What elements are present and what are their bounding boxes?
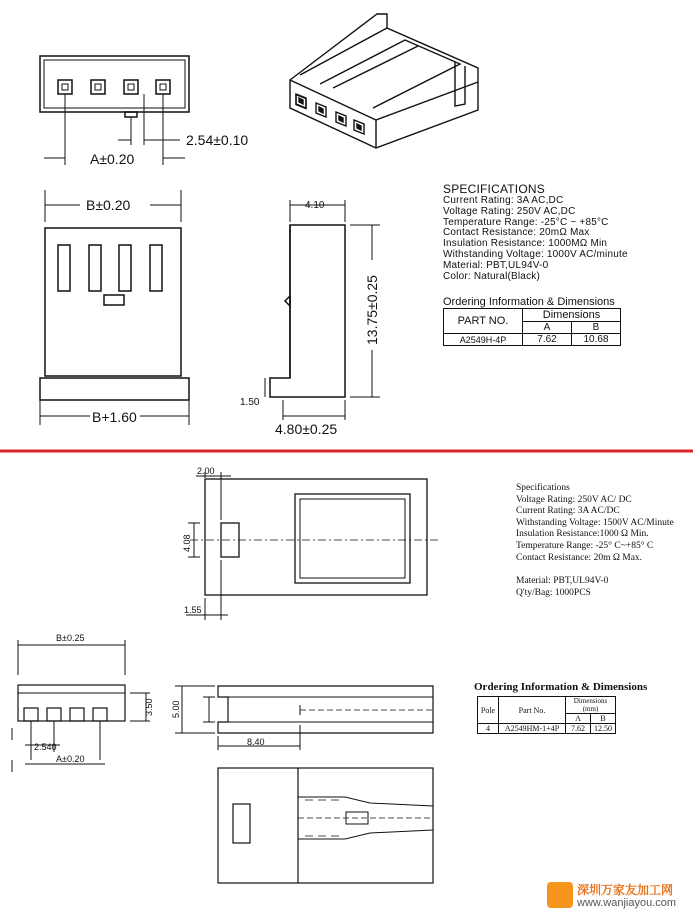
watermark-logo-icon <box>547 882 573 908</box>
bottom-connector-front <box>12 640 150 772</box>
b-cell: 10.68 <box>572 334 621 346</box>
height-dimension: 13.75±0.25 <box>364 275 380 345</box>
part-no-header: PART NO. <box>444 309 523 334</box>
spec-line: Current Rating: 3A AC,DC <box>443 195 564 206</box>
spec-line: Voltage Rating: 250V AC/ DC <box>516 494 632 505</box>
isometric-view <box>290 14 478 148</box>
spec-line: Temperature Range: -25°C ~ +85°C <box>443 216 609 228</box>
qty-line: Q'ty/Bag: 1000PCS <box>516 587 591 598</box>
watermark-url: www.wanjiayou.com <box>577 897 677 909</box>
dim-1-55: 1.55 <box>184 605 202 615</box>
a-cell: 7.62 <box>566 724 591 734</box>
spec-line: Contact Resistance: 20mΩ Max <box>443 227 590 239</box>
dim-3-50: 3.50 <box>144 698 154 716</box>
bottom-a-dimension: A±0.20 <box>56 754 85 764</box>
specifications-title: Specifications <box>516 483 570 493</box>
table-row <box>444 334 621 346</box>
dim-5-00: 5.00 <box>171 700 181 718</box>
spec-line: Insulation Resistance: 1000MΩ Min <box>443 238 608 250</box>
a-cell: 7.62 <box>523 334 572 346</box>
bottom-ordering-table <box>477 696 616 734</box>
spec-line: Color: Natural(Black) <box>443 270 541 282</box>
material-line: Material: PBT,UL94V-0 <box>516 576 609 587</box>
spec-line: Voltage Rating: 250V AC,DC <box>443 205 576 217</box>
col-a-header: A <box>566 714 591 724</box>
spec-line: Temperature Range: -25° C~+85° C <box>516 540 654 551</box>
base-width-dimension: 4.80±0.25 <box>275 421 338 437</box>
top-ordering-table <box>443 308 621 346</box>
a-dimension: A±0.20 <box>90 151 135 167</box>
bottom-section-view <box>218 768 433 883</box>
bottom-side-view <box>175 686 433 750</box>
dim-4-08: 4.08 <box>182 534 192 552</box>
base-step-dimension: 1.50 <box>240 397 260 408</box>
bottom-pitch-dimension: 2.540 <box>34 742 57 752</box>
col-a-header: A <box>523 322 572 334</box>
top-specifications <box>443 183 628 282</box>
part-no-header: Part No. <box>499 697 566 724</box>
b-cell: 12.50 <box>591 724 616 734</box>
front-view-top <box>40 56 189 165</box>
depth-dimension: 4.10 <box>305 200 325 211</box>
watermark <box>545 880 691 914</box>
spec-line: Insulation Resistance:1000 Ω Min. <box>516 529 649 540</box>
b-dimension: B±0.20 <box>86 197 131 213</box>
part-cell: A2549HM-1+4P <box>499 724 566 734</box>
spec-line: Material: PBT,UL94V-0 <box>443 259 549 271</box>
dim-8-40: 8.40 <box>247 737 265 747</box>
table-row <box>478 724 616 734</box>
b-plus-dimension: B+1.60 <box>92 409 137 425</box>
spec-line: Withstanding Voltage: 1500V AC/Minute <box>516 517 674 528</box>
pole-header: Pole <box>478 697 499 724</box>
front-view-main <box>40 190 189 425</box>
part-cell: A2549H-4P <box>444 334 523 346</box>
dimensions-header: Dimensions <box>523 309 621 322</box>
dimensions-header: Dimensions (mm) <box>566 697 616 714</box>
bottom-ordering-title: Ordering Information & Dimensions <box>474 681 648 693</box>
col-b-header: B <box>572 322 621 334</box>
spec-line: Contact Resistance: 20m Ω Max. <box>516 552 643 563</box>
side-view <box>265 200 380 420</box>
spec-line: Current Rating: 3A AC/DC <box>516 506 620 517</box>
bottom-front-view <box>186 472 440 620</box>
pitch-dimension: 2.54±0.10 <box>186 132 249 148</box>
watermark-title: 深圳万家友加工网 <box>577 883 674 897</box>
bottom-b-dimension: B±0.25 <box>56 633 85 643</box>
bottom-specifications <box>516 483 674 599</box>
specifications-title: SPECIFICATIONS <box>443 182 545 196</box>
top-ordering-title: Ordering Information & Dimensions <box>443 296 615 308</box>
dim-2-00: 2.00 <box>197 466 215 476</box>
col-b-header: B <box>591 714 616 724</box>
pole-cell: 4 <box>478 724 499 734</box>
spec-line: Withstanding Voltage: 1000V AC/minute <box>443 248 628 260</box>
